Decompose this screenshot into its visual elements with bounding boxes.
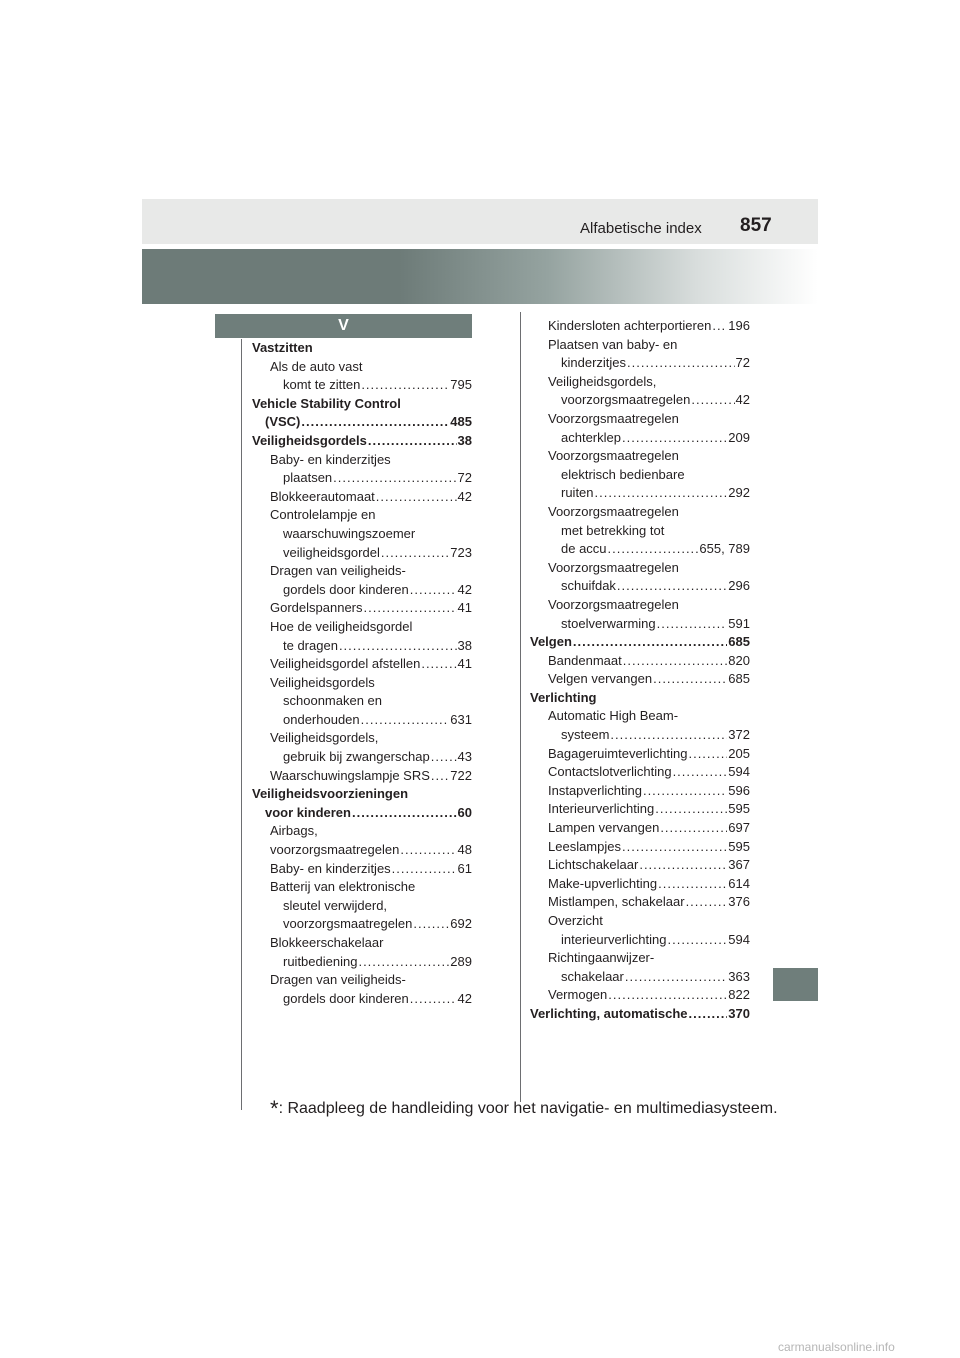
index-entry [252, 934, 472, 971]
dot-leader [361, 711, 450, 730]
chapter-side-tab [773, 968, 818, 1001]
page-reference[interactable]: 38 [457, 432, 472, 448]
dot-leader [625, 968, 727, 987]
index-entry-text: voorzorgsmaatregelen [270, 842, 400, 858]
index-entry [252, 655, 472, 674]
index-entry [530, 652, 750, 671]
index-entry [530, 838, 750, 857]
index-entry [252, 562, 472, 599]
index-entry-text: Baby- en kinderzitjes [270, 451, 391, 467]
index-entry [530, 893, 750, 912]
index-entry [530, 745, 750, 764]
center-column-rule [520, 312, 521, 1102]
page-reference[interactable]: 795 [450, 377, 472, 393]
section-letter: V [215, 314, 472, 338]
dot-leader [610, 726, 727, 745]
index-entry-text: Veiligheidsgordels [252, 432, 367, 448]
index-entry-text: Gordelspanners [270, 600, 363, 616]
footnote [270, 1096, 778, 1122]
index-entry [530, 782, 750, 801]
index-entry-text: Veiligheidsgordel afstellen [270, 656, 421, 672]
index-entry [252, 822, 472, 859]
index-entry-text: Dragen van veiligheids- [270, 563, 406, 579]
dot-leader [301, 413, 449, 432]
index-entry-text: Voorzorgsmaatregelen [548, 503, 679, 519]
dot-leader [653, 670, 727, 689]
page-reference[interactable]: 42 [735, 392, 750, 408]
index-entry [530, 670, 750, 689]
page-reference[interactable]: 820 [728, 652, 750, 668]
index-entry-text: Kindersloten achterportieren [548, 318, 712, 333]
index-entry-text: Veiligheidsgordels, [270, 730, 379, 746]
index-entry-text: Voorzorgsmaatregelen [548, 410, 679, 426]
dot-leader [673, 763, 728, 782]
index-entry [530, 875, 750, 894]
dot-leader [595, 484, 728, 503]
page-reference[interactable]: 72 [457, 470, 472, 486]
dot-leader [368, 432, 457, 451]
index-entry [530, 819, 750, 838]
index-entry-text: sleutel verwijderd, [283, 897, 388, 913]
index-entry-text: Overzicht [548, 913, 603, 928]
index-entry [252, 358, 472, 395]
page-reference[interactable]: 363 [728, 968, 750, 984]
chapter-gradient-band [142, 249, 818, 304]
dot-leader [691, 391, 734, 410]
dot-leader [392, 860, 457, 879]
page-reference[interactable]: 697 [728, 820, 750, 836]
page-reference[interactable]: 685 [728, 634, 750, 650]
index-entry-text: Vermogen [548, 987, 608, 1003]
dot-leader [660, 819, 727, 838]
dot-leader [639, 856, 727, 875]
index-entry-text: Leeslampjes [548, 838, 621, 854]
index-entry [530, 856, 750, 875]
index-entry [252, 599, 472, 618]
page-reference[interactable]: 370 [728, 1005, 750, 1021]
page-reference[interactable]: 723 [450, 544, 472, 560]
dot-leader [657, 615, 728, 634]
dot-leader [410, 581, 457, 600]
dot-leader [608, 986, 727, 1005]
page-reference[interactable]: 205 [728, 745, 750, 761]
index-entry-text: Veiligheidsgordels, [548, 373, 657, 389]
index-entry-text: Blokkeerschakelaar [270, 935, 384, 950]
index-entry-text: elektrisch bedienbare [561, 466, 685, 482]
index-entry-text: Voorzorgsmaatregelen [548, 448, 679, 464]
page-reference[interactable]: 292 [728, 485, 750, 501]
index-entry-text: Interieurverlichting [548, 801, 655, 817]
index-entry [252, 878, 472, 934]
dot-leader [573, 633, 727, 652]
index-entry [530, 633, 750, 652]
index-entry [530, 800, 750, 819]
dot-leader [431, 748, 457, 767]
index-entry [530, 410, 750, 447]
index-entry [530, 949, 750, 986]
page-reference[interactable]: 48 [457, 842, 472, 858]
footnote-text: : Raadpleeg de handleiding voor het navigatie- en multimediasysteem. [278, 1100, 778, 1117]
index-entry [530, 707, 750, 744]
dot-leader [627, 354, 735, 373]
dot-leader [712, 317, 727, 336]
dot-leader [361, 376, 449, 395]
dot-leader [622, 838, 727, 857]
header-title: Alfabetische index [580, 220, 702, 237]
index-entry-text: gordels door kinderen [283, 990, 409, 1006]
index-entry [530, 447, 750, 503]
left-column-rule [241, 339, 242, 1110]
index-entry-text: ruitbediening [283, 953, 358, 969]
page-reference[interactable]: 42 [457, 990, 472, 1006]
dot-leader [358, 953, 449, 972]
page-reference[interactable]: 60 [457, 804, 472, 820]
dot-leader [668, 931, 728, 950]
dot-leader [643, 782, 727, 801]
index-entry-text: Als de auto vast [270, 358, 363, 374]
index-entry-text: Verlichting [530, 689, 597, 705]
index-entry-text: Velgen vervangen [548, 671, 653, 687]
dot-leader [617, 577, 727, 596]
dot-leader [339, 637, 457, 656]
page-reference[interactable]: 41 [457, 656, 472, 672]
index-entry-text: systeem [561, 727, 610, 743]
index-entry-text: gebruik bij zwangerschap [283, 749, 430, 765]
dot-leader [364, 599, 457, 618]
page-reference[interactable]: 289 [450, 953, 472, 969]
index-entry-text: Verlichting, automatische [530, 1005, 688, 1021]
index-entry [252, 395, 472, 432]
dot-leader [410, 990, 457, 1009]
index-entry-text: de accu [561, 541, 607, 557]
page-reference[interactable]: 596 [728, 782, 750, 798]
index-entry-text: onderhouden [283, 711, 360, 727]
index-entry-text: interieurverlichting [561, 931, 667, 947]
index-entry-text: Controlelampje en [270, 507, 376, 523]
index-entry [530, 986, 750, 1005]
index-entry-text: Veiligheidsgordels [270, 674, 375, 690]
index-entry [252, 432, 472, 451]
index-entry-text: schoonmaken en [283, 693, 383, 709]
dot-leader [376, 488, 457, 507]
page-reference[interactable]: 614 [728, 875, 750, 891]
index-entry-text: veiligheidsgordel [283, 544, 380, 560]
page-reference[interactable]: 296 [728, 578, 750, 594]
index-entry-text: Batterij van elektronische [270, 879, 416, 895]
page-reference[interactable]: 42 [457, 581, 472, 597]
dot-leader [686, 893, 728, 912]
page-number: 857 [740, 215, 772, 236]
index-entry [252, 785, 472, 822]
page-reference[interactable]: 41 [457, 600, 472, 616]
page-reference[interactable]: 692 [450, 916, 472, 932]
index-entry-text: Lichtschakelaar [548, 857, 639, 873]
index-entry [252, 860, 472, 879]
index-entry-text: Richtingaanwijzer- [548, 950, 655, 966]
index-entry-text: achterklep [561, 429, 621, 445]
index-entry-text: Blokkeerautomaat [270, 488, 375, 504]
header-band [142, 199, 818, 244]
index-entry [252, 729, 472, 766]
index-entry-text: Bandenmaat [548, 652, 622, 668]
index-entry [530, 1005, 750, 1024]
page-reference[interactable]: 595 [728, 801, 750, 817]
index-entry-text: Make-upverlichting [548, 875, 658, 891]
index-entry [530, 317, 750, 336]
index-entry-text: Baby- en kinderzitjes [270, 860, 391, 876]
index-entry [252, 488, 472, 507]
page-reference[interactable]: 376 [728, 894, 750, 910]
index-column-left [252, 339, 472, 1008]
index-entry-text: waarschuwingszoemer [283, 525, 416, 541]
dot-leader [413, 915, 449, 934]
index-entry-text: Plaatsen van baby- en [548, 336, 678, 352]
index-entry-text: schuifdak [561, 578, 616, 594]
index-column-right [530, 317, 750, 1024]
index-entry-text: Voorzorgsmaatregelen [548, 596, 679, 612]
index-entry-text: voorzorgsmaatregelen [561, 392, 691, 408]
page-reference[interactable]: 209 [728, 429, 750, 445]
index-entry-text: te dragen [283, 637, 338, 653]
dot-leader [658, 875, 727, 894]
page-reference[interactable]: 372 [728, 727, 750, 743]
index-entry [530, 373, 750, 410]
index-entry-text: Lampen vervangen [548, 820, 660, 836]
index-entry [252, 618, 472, 655]
dot-leader [400, 841, 456, 860]
index-entry [252, 674, 472, 730]
page-reference[interactable]: 631 [450, 711, 472, 727]
page-reference[interactable]: 595 [728, 838, 750, 854]
page-reference[interactable]: 61 [457, 860, 472, 876]
index-entry-text: komt te zitten [283, 377, 361, 393]
index-entry-text: stoelverwarming [561, 615, 656, 631]
index-entry [252, 971, 472, 1008]
index-entry-text: Contactslotverlichting [548, 764, 672, 780]
index-entry [530, 689, 750, 708]
index-entry-text: Mistlampen, schakelaar [548, 894, 685, 910]
dot-leader [431, 767, 449, 786]
index-entry [530, 559, 750, 596]
dot-leader [623, 652, 728, 671]
page-reference[interactable]: 43 [457, 749, 472, 765]
page-reference[interactable]: 38 [457, 637, 472, 653]
dot-leader [689, 1005, 728, 1024]
index-entry-text: Dragen van veiligheids- [270, 972, 406, 988]
index-entry-text: voorzorgsmaatregelen [283, 916, 413, 932]
index-entry-text: Vehicle Stability Control [252, 395, 401, 411]
page-reference[interactable]: 72 [735, 355, 750, 371]
index-entry-text: Automatic High Beam- [548, 708, 679, 724]
index-entry-text: Voorzorgsmaatregelen [548, 559, 679, 575]
index-entry-text: schakelaar [561, 968, 624, 984]
index-entry-text: Vastzitten [252, 340, 313, 355]
index-entry-text: met betrekking tot [561, 522, 665, 538]
page-reference[interactable]: 367 [728, 857, 750, 873]
page-reference[interactable]: 722 [450, 767, 472, 783]
index-entry [530, 503, 750, 559]
dot-leader [333, 469, 456, 488]
page-reference[interactable]: 591 [728, 615, 750, 631]
dot-leader [352, 804, 457, 823]
index-entry [252, 451, 472, 488]
index-entry-text: gordels door kinderen [283, 581, 409, 597]
watermark: carmanualsonline.info [778, 1340, 895, 1354]
footnote-marker: * [270, 1096, 279, 1121]
index-entry [530, 763, 750, 782]
page-reference[interactable]: 42 [457, 488, 472, 504]
index-entry-text: Instapverlichting [548, 782, 642, 798]
page-reference[interactable]: 655, 789 [699, 541, 750, 557]
dot-leader [608, 540, 699, 559]
index-entry-text: Velgen [530, 634, 572, 650]
dot-leader [421, 655, 456, 674]
index-entry [252, 767, 472, 786]
page-reference[interactable]: 822 [728, 987, 750, 1003]
index-entry-text: Waarschuwingslampje SRS [270, 767, 430, 783]
index-entry [252, 506, 472, 562]
index-entry [530, 336, 750, 373]
index-entry [252, 339, 472, 358]
page-reference[interactable]: 485 [450, 414, 472, 430]
index-entry-text: Bagageruimteverlichting [548, 745, 688, 761]
index-entry-text: Airbags, [270, 823, 318, 839]
index-entry-text: kinderzitjes [561, 355, 627, 371]
index-entry [530, 912, 750, 949]
page-reference[interactable]: 594 [728, 764, 750, 780]
dot-leader [381, 544, 449, 563]
dot-leader [655, 800, 727, 819]
index-entry-text: (VSC) [265, 414, 301, 430]
index-entry [530, 596, 750, 633]
index-entry-text: plaatsen [283, 470, 333, 486]
index-entry-text: Veiligheidsvoorzieningen [252, 786, 409, 802]
dot-leader [688, 745, 727, 764]
index-entry-text: voor kinderen [265, 804, 351, 820]
page-reference[interactable]: 196 [728, 318, 750, 333]
dot-leader [622, 429, 727, 448]
index-entry-text: Hoe de veiligheidsgordel [270, 618, 413, 634]
page-reference[interactable]: 594 [728, 931, 750, 947]
page-reference[interactable]: 685 [728, 671, 750, 687]
index-entry-text: ruiten [561, 485, 594, 501]
